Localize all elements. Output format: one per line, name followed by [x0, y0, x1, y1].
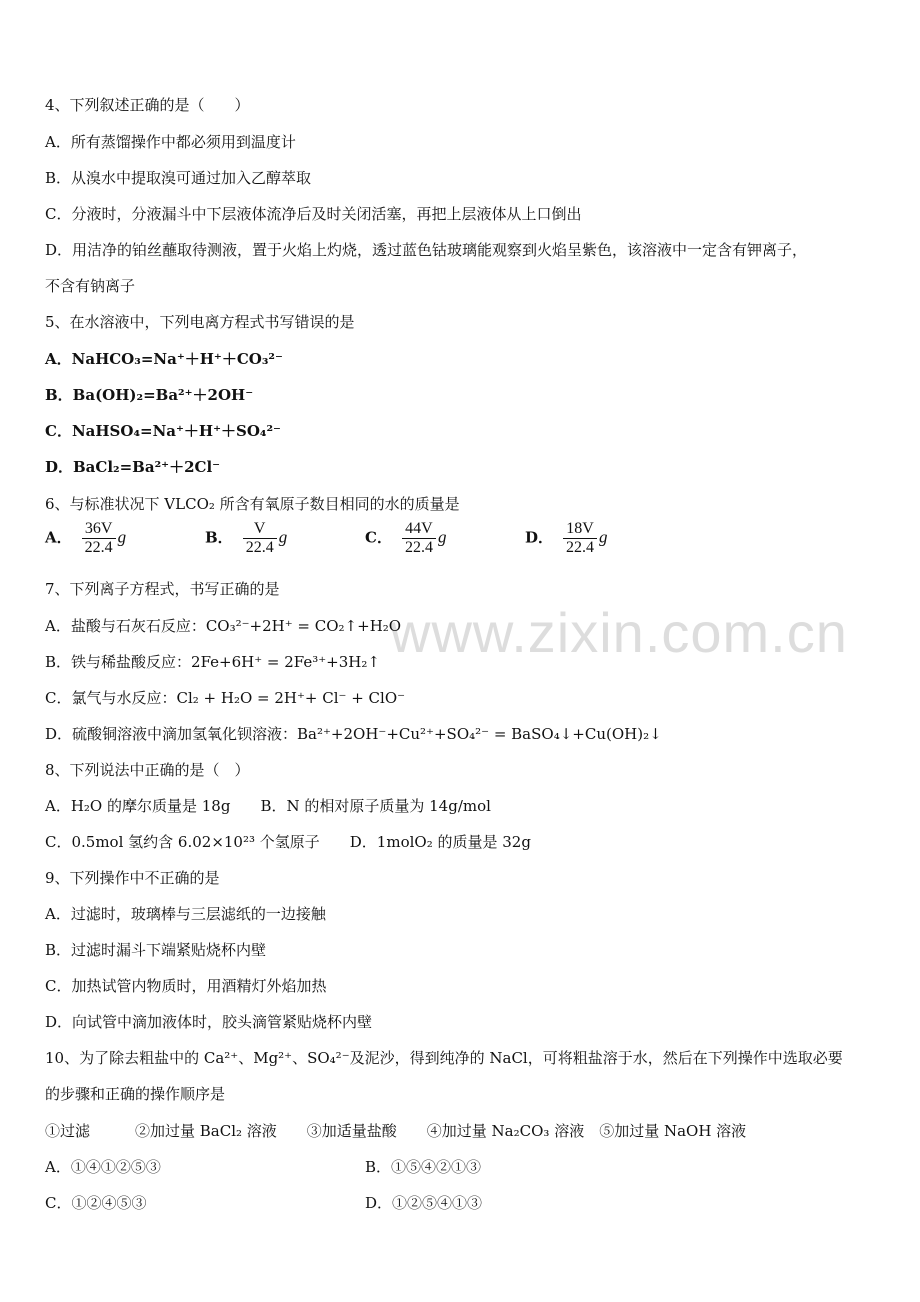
q5-option-c: C．NaHSO₄=Na⁺＋H⁺＋SO₄²⁻ — [45, 422, 281, 440]
q4-option-b: B．从溴水中提取溴可通过加入乙醇萃取 — [45, 169, 312, 187]
fraction — [82, 520, 116, 557]
q6-option-d — [525, 520, 608, 557]
q8-options-ab: A．H₂O 的摩尔质量是 18g B．N 的相对原子质量为 14g/mol — [45, 797, 491, 815]
q9-option-b: B．过滤时漏斗下端紧贴烧杯内壁 — [45, 941, 267, 959]
q8-options-cd: C．0.5mol 氢约含 6.02×10²³ 个氢原子 D．1molO₂ 的质量是 32g — [45, 833, 531, 851]
unit: g — [599, 527, 608, 547]
q7-option-d: D．硫酸铜溶液中滴加氢氧化钡溶液：Ba²⁺+2OH⁻+Cu²⁺+SO₄²⁻ = BaSO₄↓+Cu(OH)₂↓ — [45, 725, 662, 743]
q10-option-b: B．①⑤④②①③ — [365, 1158, 482, 1176]
q5-option-a: A．NaHCO₃=Na⁺＋H⁺＋CO₃²⁻ — [45, 350, 283, 368]
q4-option-a: A．所有蒸馏操作中都必须用到温度计 — [45, 133, 296, 151]
fraction — [402, 520, 436, 557]
unit: g — [278, 527, 288, 547]
q4-option-c: C．分液时，分液漏斗中下层液体流净后及时关闭活塞，再把上层液体从上口倒出 — [45, 205, 582, 223]
q6-option-a — [45, 520, 126, 557]
q9-stem: 9、下列操作中不正确的是 — [45, 869, 220, 887]
q7-stem: 7、下列离子方程式，书写正确的是 — [45, 580, 280, 598]
q10-steps: ①过滤 ②加过量 BaCl₂ 溶液 ③加适量盐酸 ④加过量 Na₂CO₃ 溶液 ⑤加过量 NaOH 溶液 — [45, 1122, 747, 1140]
q6-option-b — [205, 520, 287, 557]
q7-option-a: A．盐酸与石灰石反应：CO₃²⁻+2H⁺ = CO₂↑+H₂O — [45, 617, 402, 635]
q10-stem: 10、为了除去粗盐中的 Ca²⁺、Mg²⁺、SO₄²⁻及泥沙，得到纯净的 NaCl，可将粗盐溶于水，然后在下列操作中选取必要 — [45, 1049, 843, 1067]
denominator: 22.4 — [84, 539, 113, 556]
fraction — [243, 520, 277, 557]
q6-option-d-label: D． — [525, 528, 554, 547]
q7-option-b: B．铁与稀盐酸反应：2Fe+6H⁺ = 2Fe³⁺+3H₂↑ — [45, 653, 380, 671]
q6-stem: 6、与标准状况下 VLCO₂ 所含有氧原子数目相同的水的质量是 — [45, 495, 460, 513]
q6-option-c — [365, 520, 446, 557]
q6-option-c-label: C． — [365, 528, 392, 547]
numerator: 36V — [82, 520, 116, 539]
q6-option-a-label: A． — [45, 528, 72, 547]
q10-option-a: A．①④①②⑤③ — [45, 1158, 161, 1176]
denominator: 22.4 — [566, 539, 595, 556]
q10-stem-cont: 的步骤和正确的操作顺序是 — [45, 1085, 226, 1103]
q10-option-d: D．①②⑤④①③ — [365, 1194, 483, 1212]
fraction — [563, 520, 597, 557]
unit: g — [117, 527, 127, 547]
q9-option-d: D．向试管中滴加液体时，胶头滴管紧贴烧杯内壁 — [45, 1013, 373, 1031]
denominator: 22.4 — [245, 539, 274, 556]
q5-stem: 5、在水溶液中，下列电离方程式书写错误的是 — [45, 313, 355, 331]
q6-option-b-label: B． — [205, 528, 233, 547]
numerator: V — [243, 520, 277, 539]
q7-option-c: C．氯气与水反应：Cl₂ + H₂O = 2H⁺+ Cl⁻ + ClO⁻ — [45, 689, 406, 707]
q5-option-b: B．Ba(OH)₂=Ba²⁺＋2OH⁻ — [45, 386, 254, 404]
q9-option-a: A．过滤时，玻璃棒与三层滤纸的一边接触 — [45, 905, 326, 923]
q8-stem: 8、下列说法中正确的是（ ） — [45, 761, 250, 779]
numerator: 18V — [563, 520, 597, 539]
q4-stem: 4、下列叙述正确的是（ ） — [45, 96, 250, 114]
q4-option-d: D．用洁净的铂丝蘸取待测液，置于火焰上灼烧，透过蓝色钴玻璃能观察到火焰呈紫色，该溶液中一定含有钾离子， — [45, 241, 808, 259]
q5-option-d: D．BaCl₂=Ba²⁺＋2Cl⁻ — [45, 458, 221, 476]
q4-option-d-cont: 不含有钠离子 — [45, 277, 136, 295]
q10-option-c: C．①②④⑤③ — [45, 1194, 147, 1212]
unit: g — [437, 527, 447, 547]
q9-option-c: C．加热试管内物质时，用酒精灯外焰加热 — [45, 977, 327, 995]
numerator: 44V — [402, 520, 436, 539]
denominator: 22.4 — [404, 539, 433, 556]
watermark: www.zixin.com.cn — [390, 601, 848, 664]
